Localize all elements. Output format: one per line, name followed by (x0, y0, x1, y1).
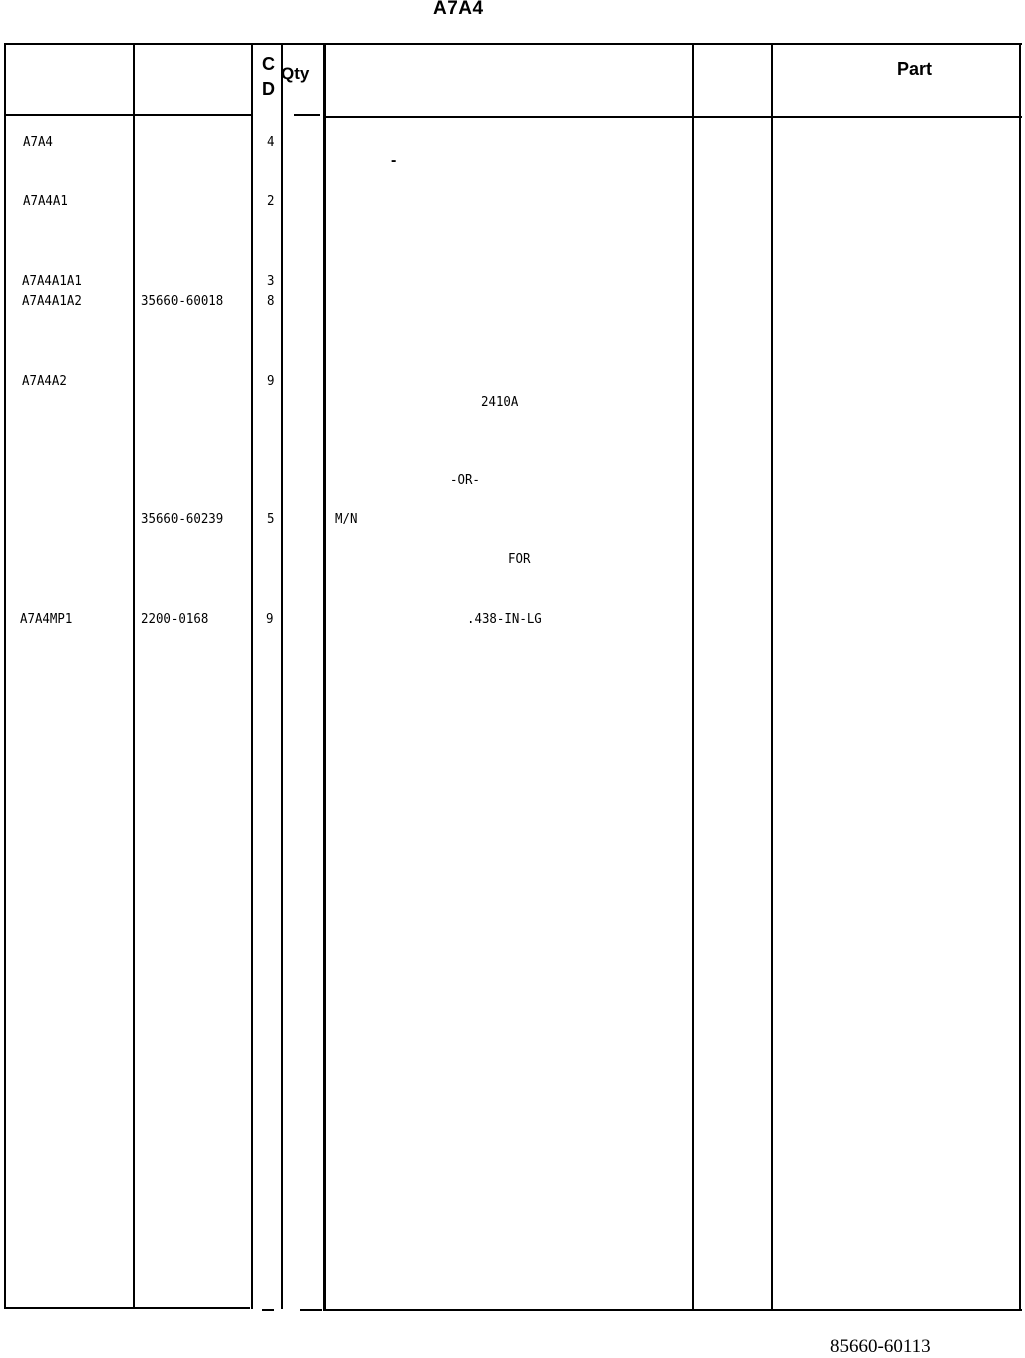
header-qty: Qty (281, 64, 310, 83)
description-text: 2410A (481, 394, 519, 410)
part-number-clip (141, 292, 250, 312)
page-title: A7A4 (433, 0, 484, 19)
table-bottom-border (4, 1307, 250, 1309)
description-text: M/N (335, 511, 358, 527)
cd-digit: 9 (267, 373, 275, 389)
table-bottom-border-right (324, 1309, 1022, 1311)
reference-designator: A7A4A1A2 (22, 293, 82, 309)
description-text: .438-IN-LG (467, 611, 542, 627)
col-rule-left (4, 43, 6, 1309)
table-top-border (4, 43, 1022, 45)
col-rule-partno (251, 43, 253, 1309)
part-number-clip (141, 610, 250, 630)
description-text: FOR (508, 551, 531, 567)
col-rule-qty (323, 43, 326, 1311)
col-rule-cd (281, 43, 283, 1309)
reference-designator: A7A4A1A1 (22, 273, 82, 289)
reference-designator: A7A4A2 (22, 373, 67, 389)
cd-digit: 2 (267, 193, 275, 209)
part-number-clip (141, 510, 250, 530)
reference-designator: A7A4A1 (23, 193, 68, 209)
header-qty-clip (281, 62, 319, 90)
header-part: Part (897, 59, 933, 79)
cd-digit: 4 (267, 134, 275, 150)
reference-designator: A7A4 (23, 134, 53, 150)
col-rule-mfr (771, 43, 773, 1311)
description-dash: - (391, 152, 397, 169)
cd-digit: 9 (266, 611, 274, 627)
footer-part-number: 85660-60113 (830, 1336, 931, 1357)
part-number: 35660-60239 (141, 511, 224, 527)
cd-digit: 3 (267, 273, 275, 289)
cd-digit: 8 (267, 293, 275, 309)
part-number: 2200-0168 (141, 611, 209, 627)
part-number: 35660-60018 (141, 293, 224, 309)
cd-digit: 5 (267, 511, 275, 527)
col-rule-desc (692, 43, 694, 1311)
table-bottom-border-qty (300, 1309, 322, 1311)
table-bottom-border-cd (262, 1309, 274, 1311)
col-rule-right (1019, 43, 1021, 1311)
reference-designator: A7A4MP1 (20, 611, 73, 627)
header-cd-bottom: D (262, 79, 275, 99)
header-separator-qty (294, 114, 320, 116)
description-text: -OR- (450, 472, 480, 488)
header-separator (4, 114, 252, 116)
header-separator-right (324, 116, 1022, 118)
header-cd-top: C (262, 54, 275, 74)
col-rule-ref (133, 43, 135, 1309)
